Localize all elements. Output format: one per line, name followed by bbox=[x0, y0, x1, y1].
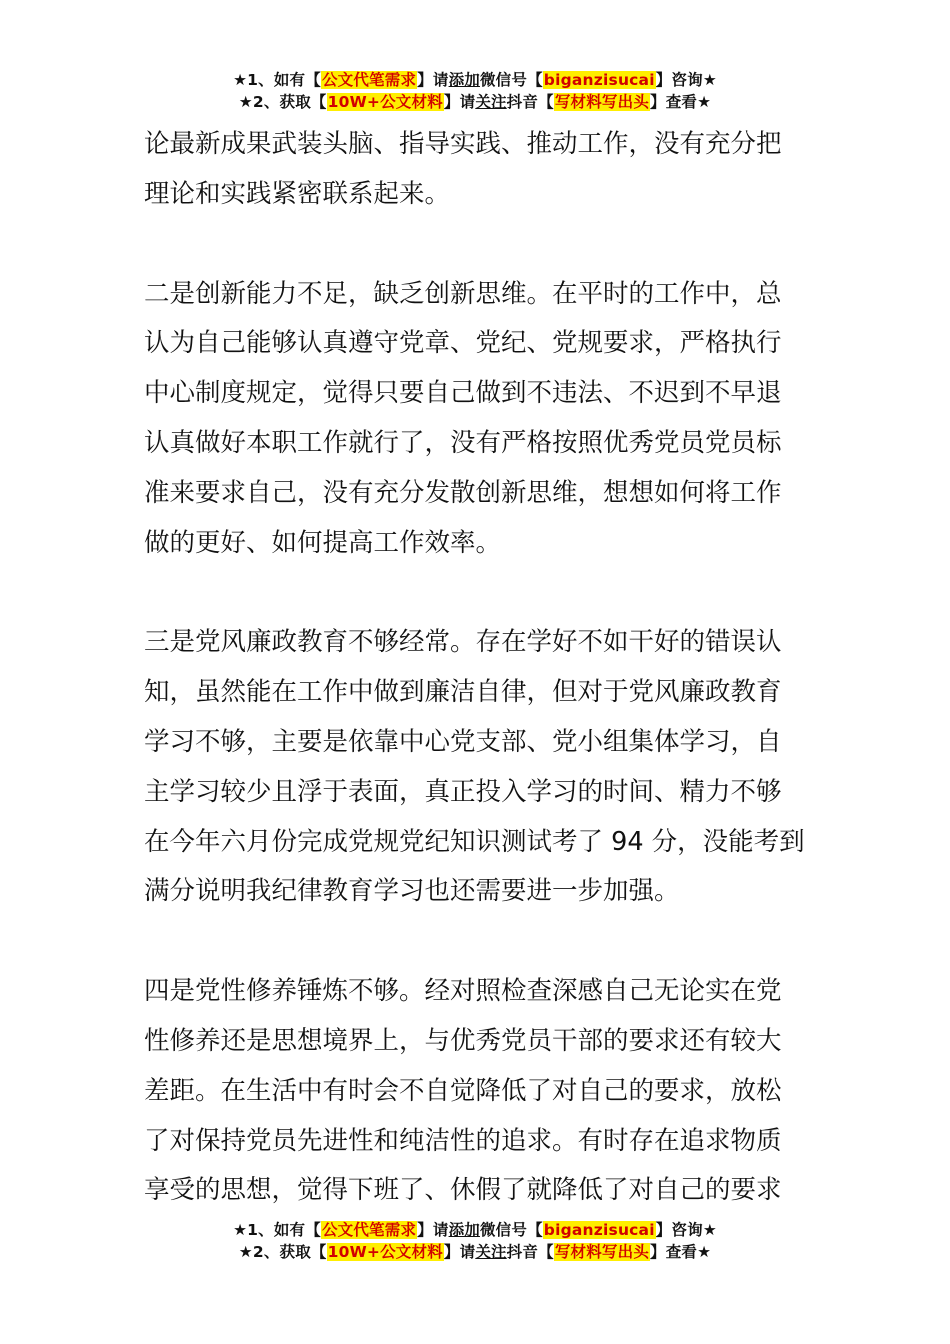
text-line: 四是党性修养锤炼不够。经对照检查深感自己无论实在党 bbox=[144, 976, 782, 1007]
text-line: 三是党风廉政教育不够经常。存在学好不如干好的错误认 bbox=[144, 627, 782, 658]
banner-text: 】请 bbox=[443, 93, 476, 111]
underlined-text: 关注 bbox=[475, 1243, 507, 1261]
text-line: 认真做好本职工作就行了，没有严格按照优秀党员党员标 bbox=[144, 427, 782, 458]
banner-text: ★1、如有【 bbox=[233, 1221, 321, 1239]
banner-text: ★1、如有【 bbox=[233, 71, 321, 89]
banner-text: 】咨询★ bbox=[655, 71, 717, 89]
banner-text: 微信号【 bbox=[479, 71, 543, 89]
paragraph bbox=[144, 120, 808, 220]
text-line: 论最新成果武装头脑、指导实践、推动工作，没有充分把 bbox=[144, 129, 782, 159]
highlight-wechat-id: biganzisucai bbox=[543, 1221, 655, 1239]
banner-text: ★2、获取【 bbox=[238, 93, 327, 111]
banner-text: 】咨询★ bbox=[655, 1221, 717, 1239]
highlight-service: 公文代笔需求 bbox=[321, 71, 417, 89]
underlined-text: 添加 bbox=[448, 1221, 480, 1239]
banner-text: 】查看★ bbox=[650, 1243, 712, 1261]
banner-line-1 bbox=[0, 1219, 950, 1241]
banner-text: 微信号【 bbox=[479, 1221, 543, 1239]
paragraph bbox=[144, 967, 808, 1216]
text-line: 学习不够，主要是依靠中心党支部、党小组集体学习，自 bbox=[144, 726, 782, 757]
header-banner bbox=[0, 69, 950, 113]
footer-banner bbox=[0, 1219, 950, 1263]
underlined-text: 关注 bbox=[475, 93, 507, 111]
banner-text: ★2、获取【 bbox=[238, 1243, 327, 1261]
banner-text: 】请 bbox=[443, 1243, 476, 1261]
text-line: 知，虽然能在工作中做到廉洁自律，但对于党风廉政教育 bbox=[144, 677, 782, 708]
text-line: 差距。在生活中有时会不自觉降低了对自己的要求，放松 bbox=[144, 1075, 782, 1106]
text-line: 中心制度规定，觉得只要自己做到不违法、不迟到不早退 bbox=[144, 378, 782, 409]
underlined-text: 添加 bbox=[448, 71, 480, 89]
banner-text: 】查看★ bbox=[650, 93, 712, 111]
banner-line-2 bbox=[0, 91, 950, 113]
text-line: 认为自己能够认真遵守党章、党纪、党规要求，严格执行 bbox=[144, 328, 782, 359]
paragraph bbox=[144, 270, 808, 569]
document-body bbox=[144, 120, 808, 1216]
highlight-materials: 10W+公文材料 bbox=[327, 1243, 443, 1261]
paragraph bbox=[144, 618, 808, 917]
banner-line-1 bbox=[0, 69, 950, 91]
highlight-materials: 10W+公文材料 bbox=[327, 93, 443, 111]
highlight-douyin-account: 写材料写出头 bbox=[554, 93, 650, 111]
text-line: 满分说明我纪律教育学习也还需要进一步加强。 bbox=[144, 876, 680, 907]
banner-line-2 bbox=[0, 1241, 950, 1263]
text-line: 了对保持党员先进性和纯洁性的追求。有时存在追求物质 bbox=[144, 1125, 782, 1156]
text-line: 做的更好、如何提高工作效率。 bbox=[144, 527, 502, 558]
text-line: 二是创新能力不足，缺乏创新思维。在平时的工作中，总 bbox=[144, 278, 782, 309]
highlight-service: 公文代笔需求 bbox=[321, 1221, 417, 1239]
highlight-wechat-id: biganzisucai bbox=[543, 71, 655, 89]
text-line: 在今年六月份完成党规党纪知识测试考了 94 分，没能考到 bbox=[144, 826, 805, 857]
banner-text: 抖音【 bbox=[506, 93, 554, 111]
text-line: 性修养还是思想境界上，与优秀党员干部的要求还有较大 bbox=[144, 1025, 782, 1056]
banner-text: 】请 bbox=[417, 71, 449, 89]
text-line: 享受的思想，觉得下班了、休假了就降低了对自己的要求 bbox=[144, 1175, 782, 1206]
text-line: 准来要求自己，没有充分发散创新思维，想想如何将工作 bbox=[144, 477, 782, 508]
text-line: 理论和实践紧密联系起来。 bbox=[144, 178, 451, 209]
banner-text: 】请 bbox=[417, 1221, 449, 1239]
text-line: 主学习较少且浮于表面，真正投入学习的时间、精力不够 bbox=[144, 776, 782, 807]
highlight-douyin-account: 写材料写出头 bbox=[554, 1243, 650, 1261]
banner-text: 抖音【 bbox=[506, 1243, 554, 1261]
